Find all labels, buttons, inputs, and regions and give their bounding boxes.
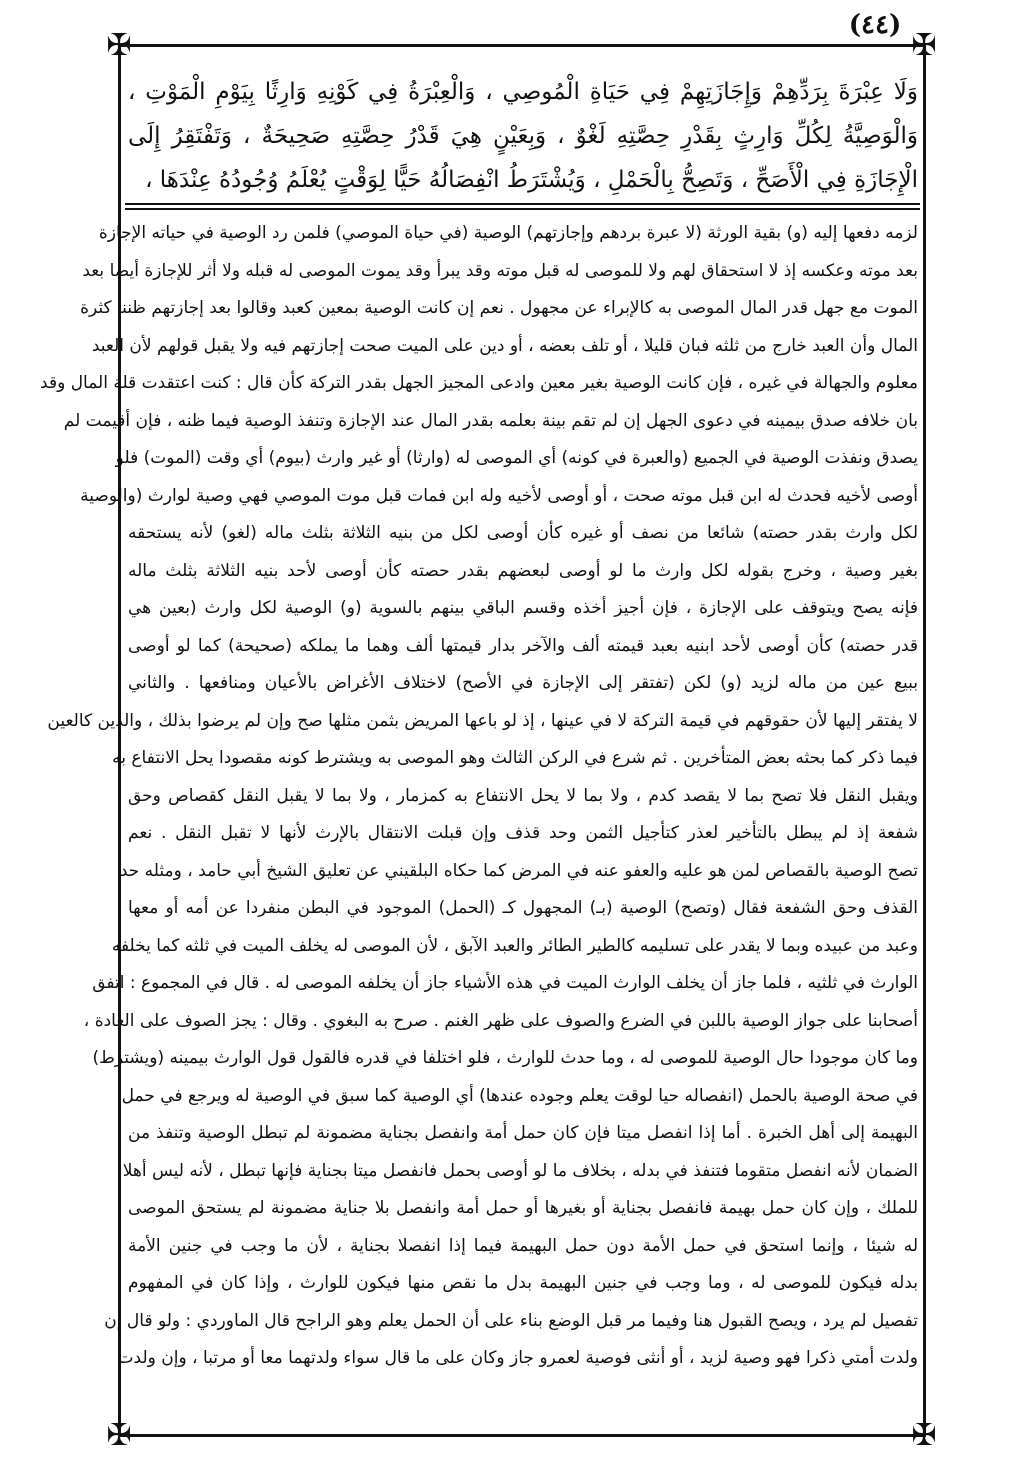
sharh-line: في صحة الوصية بالحمل (انفصاله حيا لوقت يعلم وجوده عندها) أي الوصية كما سبق في الوصية له ويرجع في حمل <box>121 1085 918 1106</box>
sharh-line: الموت مع جهل قدر المال الموصى به كالإبراء عن مجهول . نعم إن كانت الوصية بمعين كعبد وقالوا بعد إجازتهم ظننا كثرة <box>80 298 918 318</box>
sharh-line: ولدت أمتي ذكرا فهو وصية لزيد ، أو أنثى فوصية لعمرو جاز وكان على ما قال سواء ولدتهما معا أو مرتبا ، وإن ولدت <box>117 1348 918 1368</box>
page-number: (٤٤) <box>848 10 902 40</box>
matn-line: وَارِثٍ بِقَدْرِ حِصَّتِهِ لَغْوٌ ، وَبِعَيْنٍ هِيَ قَدْرُ حِصَّتِهِ صَحِيحَةٌ ، وَتَفْتَقِرُ إِلَى الْإِجَازَةِ فِي الْأَصَحِّ ، وَتَصِحُّ بِالْحَمْلِ ، <box>128 123 918 193</box>
sharh-line: فإنه يصح ويتوقف على الإجازة ، فإن أجيز أخذه وقسم الباقي بينهم بالسوية (و) الوصية لكل وارث (بعين هي <box>128 598 918 618</box>
sharh-line: فيما ذكر كما بحثه بعض المتأخرين . ثم شرع في الركن الثالث وهو الموصى به ويشترط كونه مقصودا يحل الانتفاع به <box>112 748 918 768</box>
sharh-line: القذف وحق الشفعة فقال (وتصح) الوصية (بـ) المجهول كـ (الحمل) الموجود في البطن منفردا عن أمه أو معها <box>128 898 918 918</box>
sharh-line: ببيع عين من ماله لزيد (و) لكن (تفتقر إلى الإجازة في الأصح) لاختلاف الأغراض بالأعيان ومنافعها . والثاني <box>128 673 918 693</box>
frame-top-border <box>118 44 926 47</box>
sharh-line: أوصى لأخيه فحدث له ابن قبل موته صحت ، أو أوصى لأخيه وله ابن فمات قبل موت الموصي فهي وصية لوارث (والوصية <box>80 485 918 506</box>
sharh-line: للملك ، وإن كان حمل بهيمة فانفصل بجناية أو بغيرها أو حمل أمة وانفصل بلا جناية مضمونة لم يستحق الموصى <box>128 1198 918 1218</box>
sharh-line: المال وأن العبد خارج من ثلثه فبان قليلا ، أو تلف بعضه ، أو دين على الميت صحت إجازتهم فيه ولا يقبل قولهم لأن العبد <box>91 335 918 356</box>
sharh-line: معلوم والجهالة في غيره ، فإن كانت الوصية بغير معين وادعى المجيز الجهل بقدر التركة كأن قال : كنت اعتقدت قلة المال وقد <box>40 373 918 393</box>
matn-text-block <box>128 70 918 200</box>
sharh-line: البهيمة إلى أهل الخبرة . أما إذا انفصل ميتا فإن كان حمل أمة وانفصل بجناية مضمونة لم تبطل الوصية وتنفذ من <box>128 1123 918 1143</box>
matn-line: وَلَا عِبْرَةَ بِرَدِّهِمْ وَإِجَازَتِهِمْ فِي حَيَاةِ الْمُوصِي ، وَالْعِبْرَةُ فِي كَوْنِهِ وَارِثًا بِيَوْمِ الْمَوْتِ ، وَالْوَصِيَّةُ لِكُلِّ <box>128 79 919 149</box>
sharh-line: الضمان لأنه انفصل متقوما فتنفذ في بدله ، بخلاف ما لو أوصى بحمل فانفصل ميتا بجناية فإنها تبطل ، لأنه ليس أهلا <box>122 1160 918 1181</box>
sharh-line: بان خلافه صدق بيمينه في دعوى الجهل إن لم تقم بينة بعلمه بقدر المال عند الإجازة وتنفذ الوصية فيما ظنه ، فإن أقيمت لم <box>63 410 918 431</box>
sharh-line: تفصيل لم يرد ، ويصح القبول هنا وفيما مر قبل الوضع بناء على أن الحمل يعلم وهو الراجح قال الماوردي : ولو قال إن <box>104 1310 918 1331</box>
sharh-line: شفعة إذ لم يبطل بالتأخير لعذر كتأجيل الثمن وحد قذف وإن قبلت الانتقال بالإرث لأنها لا تقبل النقل . نعم <box>128 823 918 843</box>
frame-right-border <box>923 44 926 1436</box>
sharh-line: وما كان موجودا حال الوصية للموصى له ، وما حدث للوارث ، فلو اختلفا في قدره فالقول قول الوارث بيمينه (ويشترط) <box>92 1048 918 1068</box>
matn-line: وَيُشْتَرَطُ انْفِصَالُهُ حَيًّا لِوَقْتٍ يُعْلَمُ وُجُودُهُ عِنْدَهَا ، <box>145 167 586 193</box>
corner-ornament-bottom-left-icon: ✠ <box>106 1418 132 1453</box>
corner-ornament-bottom-right-icon: ✠ <box>911 1418 937 1453</box>
sharh-line: بدله فيكون للموصى له ، وما وجب في جنين البهيمة بدل ما نقص منها فيكون للوارث ، وإذا كان في المفهوم <box>128 1273 918 1293</box>
sharh-line: بعد موته وعكسه إذ لا استحقاق لهم ولا للموصى له قبل موته وقد يبرأ وقد يموت الموصى له قبله ولا أثر للإجازة أيضا بعد <box>82 260 918 281</box>
sharh-line: لا يفتقر إليها لأن حقوقهم في قيمة التركة لا في عينها ، إذ لو باعها المريض بثمن مثلها صح وإن لم يرضوا بذلك ، والدين كالعين <box>47 710 918 731</box>
sharh-line: لزمه دفعها إليه (و) بقية الورثة (لا عبرة بردهم وإجازتهم) الوصية (في حياة الموصي) فلمن رد الوصية في حياته الإجازة <box>98 223 918 243</box>
sharh-line: لكل وارث بقدر حصته) شائعا من نصف أو غيره كأن أوصى لكل من بنيه الثلاثة بثلث ماله (لغو) لأنه يستحقه <box>128 523 918 543</box>
corner-ornament-top-left-icon: ✠ <box>106 28 132 63</box>
sharh-line: وعبد من عبيده وبما لا يقدر على تسليمه كالطير الطائر والعبد الآبق ، لأن الموصى له يخلف الميت في ثلثه كما يخلفه <box>111 935 918 956</box>
sharh-line: ويقبل النقل فلا تصح بما لا يقصد كدم ، ولا بما لا يحل الانتفاع به كمزمار ، ولا بما لا يقبل النقل كقصاص وحق <box>128 785 918 806</box>
sharh-line: أصحابنا على جواز الوصية باللبن في الضرع والصوف على ظهر الغنم . صرح به البغوي . وقال : يجز الصوف على العادة ، <box>83 1010 918 1031</box>
sharh-line: له شيئا ، وإنما استحق في حمل الأمة دون حمل البهيمة فيما إذا انفصلا بجناية ، لأن ما وجب في جنين الأمة <box>128 1235 918 1256</box>
sharh-line: قدر حصته) كأن أوصى لأحد ابنيه بعبد قيمته ألف والآخر بدار قيمتها ألف وهما ما يملكه (صحيحة) كما لو أوصى <box>128 635 918 656</box>
sharh-commentary-block <box>40 215 918 1440</box>
sharh-line: بغير وصية ، وخرج بقوله لكل وارث ما لو أوصى لبعضهم بقدر حصته كأن أوصى لأحد بنيه الثلاثة بثلث ماله <box>128 560 918 581</box>
sharh-line: تصح الوصية بالقصاص لمن هو عليه والعفو عنه في المرض كما حكاه البلقيني عن تعليق الشيخ أبي حامد ، ومثله حد <box>119 860 918 881</box>
corner-ornament-top-right-icon: ✠ <box>911 28 937 63</box>
section-separator-bottom <box>125 208 920 210</box>
sharh-line: الوارث في ثلثيه ، فلما جاز أن يخلف الوارث الميت في هذه الأشياء جاز أن يخلفه الموصى له . قال في المجموع : اتفق <box>92 973 918 993</box>
sharh-line: يصدق ونفذت الوصية في الجميع (والعبرة في كونه) أي الموصى له (وارثا) أو غير وارث (بيوم) أي وقت (الموت) فلو <box>115 448 918 468</box>
section-separator-top <box>125 203 920 205</box>
